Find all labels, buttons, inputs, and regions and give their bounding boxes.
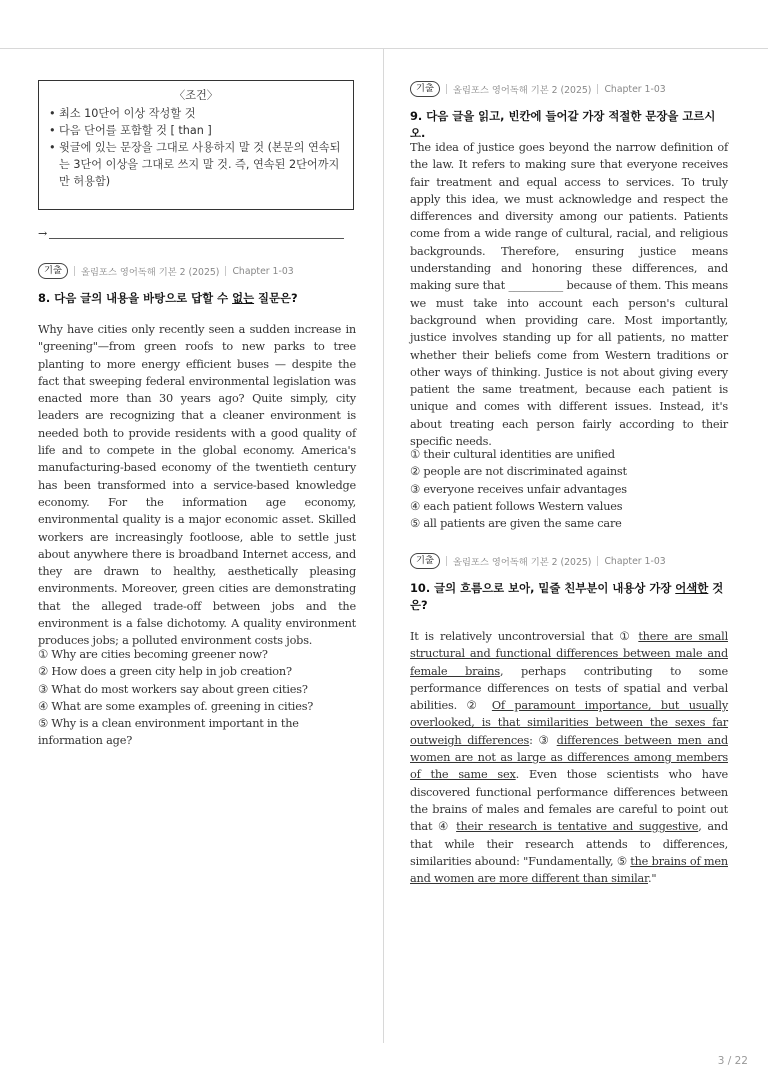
title-text: 질문은? xyxy=(254,291,298,305)
question-title xyxy=(410,580,728,614)
answer-underline xyxy=(49,238,344,239)
title-text: 10. 글의 흐름으로 보아, 밑줄 친부분이 내용상 가장 xyxy=(410,581,676,595)
title-text: 8. 다음 글의 내용을 바탕으로 답할 수 xyxy=(38,291,233,305)
choice-list xyxy=(410,446,728,532)
answer-blank[interactable]: __________ xyxy=(508,279,563,293)
title-emphasis: 어색한 xyxy=(675,581,709,595)
condition-item xyxy=(47,139,345,190)
choice-list xyxy=(38,646,356,750)
underlined-phrase: their research is tentative and suggestive xyxy=(456,820,699,834)
question-title xyxy=(38,290,356,307)
exam-badge: 기출 xyxy=(410,81,440,97)
choice-option[interactable]: ① their cultural identities are unified xyxy=(410,448,615,461)
title-text: 것은? xyxy=(410,581,724,612)
underlined-phrase: differences between men and women are not as large as differences among members of the same sex xyxy=(410,733,728,782)
question-header xyxy=(410,80,666,98)
passage-text: because of them. This means we must take into account each person's cultural background when providing care. Most importantly, justice involves standing up for all patients, no matter whether their beliefs come from Western traditions or other ways of thinking. Justice is not about giving every patient the same treatment, because each patient is unique and comes with different issues. Instead, it's about treating each person fairly according to their specific needs. xyxy=(410,279,728,449)
underlined-phrase: Of paramount importance, but usually overlooked, is that similarities between the sexes far outweigh differences xyxy=(410,699,728,747)
passage: Why have cities only recently seen a sudden increase in "greening"—from green roofs to new parks to tree planting to more energy efficient buses — despite the fact that sweeping federal environmental legislation was enacted more than 30 years ago? Quite simply, city leaders are recognizing that a cleaner environment is needed both to provide residents with a good quality of life and to compete in the global economy. America's manufacturing-based economy of the twentieth century has been transformed into a service-based knowledge economy. For the information age economy, environmental quality is a major economic asset. Skilled workers are increasingly footloose, able to settle just about anywhere there is broadband Internet access, and they are drawn to healthy, aesthetically pleasing environments. Moreover, green cities are demonstrating that the alleged trade-off between jobs and the environment is a false dichotomy. A quality environment produces jobs; a polluted environment costs jobs. xyxy=(38,323,356,648)
choice-option[interactable]: ① Why are cities becoming greener now? xyxy=(38,648,268,661)
divider xyxy=(74,266,75,276)
question-header xyxy=(38,262,294,280)
passage-text: : ③ xyxy=(529,733,557,747)
divider xyxy=(225,266,226,276)
source-label: 올림포스 영어독해 기본 2 (2025) xyxy=(80,267,220,278)
bullet: • xyxy=(49,141,56,154)
passage-text: , and that while their research attends to differences, similarities abound: "Fundamentally, ⑤ xyxy=(410,820,729,868)
passage-text: ." xyxy=(648,872,657,886)
question-title: 9. 다음 글을 읽고, 빈칸에 들어갈 가장 적절한 문장을 고르시오. xyxy=(410,109,716,140)
choice-option[interactable]: ③ What do most workers say about green cities? xyxy=(38,682,308,696)
choice-option[interactable]: ② people are not discriminated against xyxy=(410,465,627,479)
passage-text: The idea of justice goes beyond the narrow definition of the law. It refers to making sure that everyone receives fair treatment and equal access to services. To truly apply this idea, we must acknowledge and respect the differences and diversity among our patients. Patients come from a wide range of cultural, racial, and religious backgrounds. Therefore, ensuring justice means understanding and honoring these differences, and making sure that xyxy=(410,141,728,293)
exam-badge: 기출 xyxy=(410,553,440,569)
divider xyxy=(446,556,447,566)
condition-text: 윗글에 있는 문장을 그대로 사용하지 말 것 (본문의 연속되는 3단어 이상을 그대로 쓰지 말 것. 즉, 연속된 2단어까지만 허용함) xyxy=(59,141,341,188)
choice-option[interactable]: ② How does a green city help in job creation? xyxy=(38,665,292,679)
divider xyxy=(597,556,598,566)
condition-text: 다음 단어를 포함할 것 [ than ] xyxy=(59,124,212,137)
passage xyxy=(410,628,728,887)
header-rule xyxy=(0,48,768,49)
arrow-icon: → xyxy=(38,227,48,240)
source-label: 올림포스 영어독해 기본 2 (2025) xyxy=(452,557,592,568)
column-divider xyxy=(383,48,384,1043)
exam-badge: 기출 xyxy=(38,263,68,279)
answer-line[interactable] xyxy=(38,227,344,241)
passage-text: , perhaps contributing to some performance differences on tests of spatial and verbal abilities. ② xyxy=(410,664,728,713)
passage xyxy=(410,139,728,450)
condition-title: 〈조건〉 xyxy=(174,89,218,102)
condition-item xyxy=(47,105,345,122)
divider xyxy=(446,84,447,94)
choice-option[interactable]: ④ each patient follows Western values xyxy=(410,499,623,513)
source-label: 올림포스 영어독해 기본 2 (2025) xyxy=(452,85,592,96)
choice-option[interactable]: ④ What are some examples of. greening in cities? xyxy=(38,699,314,713)
chapter-label: Chapter 1-03 xyxy=(604,83,666,95)
passage-text: It is relatively uncontroversial that ① xyxy=(410,630,639,643)
passage-text: . Even those scientists who have discovered functional performance differences between the brains of males and females are careful to point out that ④ xyxy=(410,768,728,834)
bullet: • xyxy=(49,107,56,120)
condition-text: 최소 10단어 이상 작성할 것 xyxy=(59,107,196,120)
chapter-label: Chapter 1-03 xyxy=(232,265,294,277)
choice-option[interactable]: ③ everyone receives unfair advantages xyxy=(410,482,627,496)
title-emphasis: 없는 xyxy=(232,291,255,305)
bullet: • xyxy=(49,124,56,137)
question-header xyxy=(410,552,666,570)
choice-option[interactable]: ⑤ Why is a clean environment important in the information age? xyxy=(38,717,299,748)
underlined-phrase: there are small structural and functional differences between male and female brains xyxy=(410,630,729,678)
choice-option[interactable]: ⑤ all patients are given the same care xyxy=(410,517,622,531)
divider xyxy=(597,84,598,94)
chapter-label: Chapter 1-03 xyxy=(604,555,666,567)
underlined-phrase: the brains of men and women are more different than similar xyxy=(410,854,728,886)
condition-item xyxy=(47,122,345,139)
condition-box xyxy=(38,80,354,210)
page-number: 3 / 22 xyxy=(717,1055,748,1067)
